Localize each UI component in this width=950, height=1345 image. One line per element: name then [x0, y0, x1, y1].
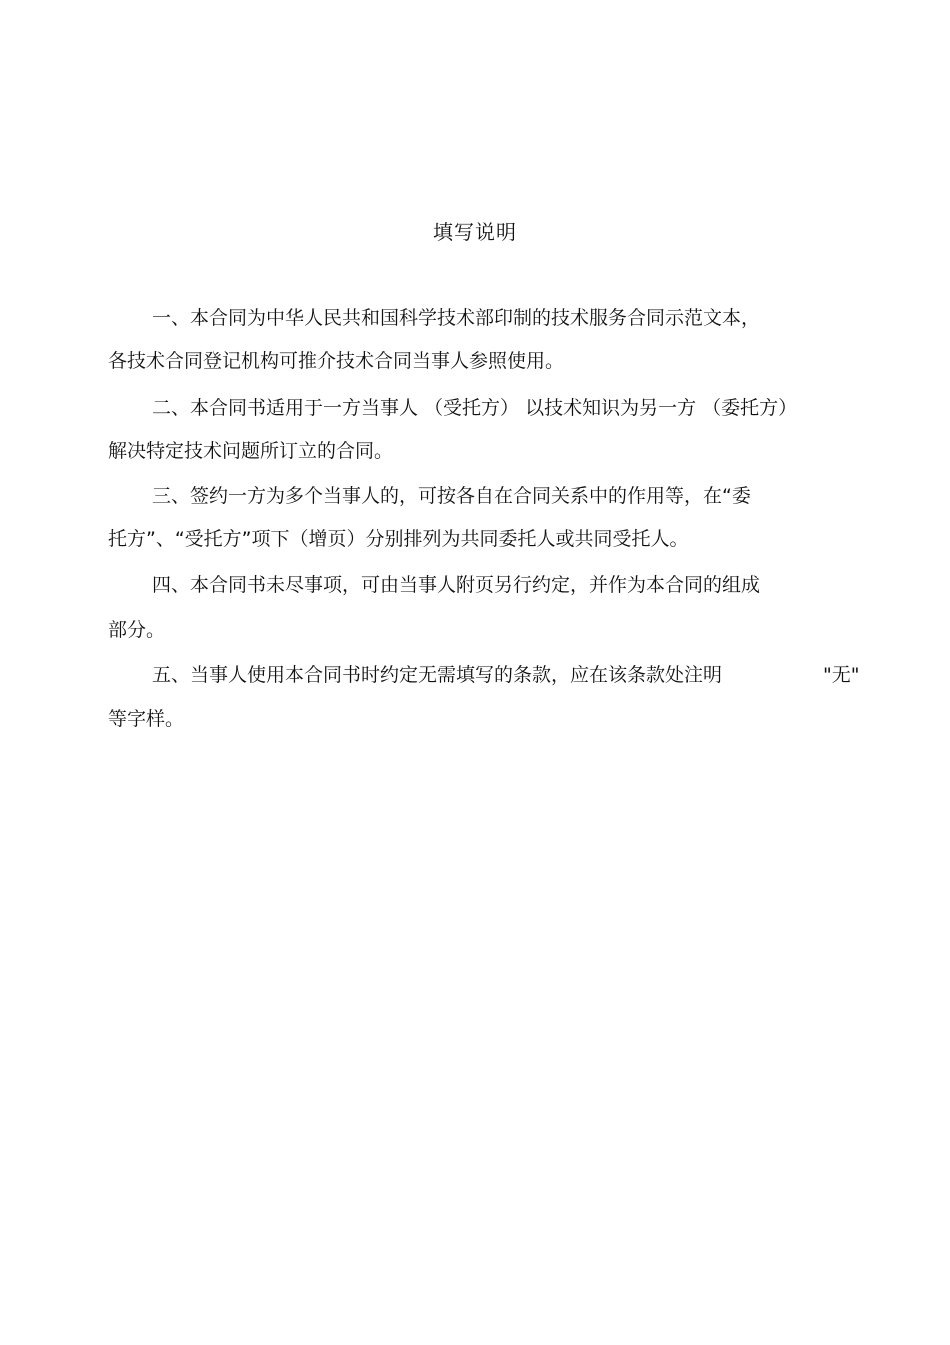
item-3-line-2: 托方”、“受托方”项下（增页）分别排列为共同委托人或共同受托人。 [108, 528, 689, 550]
item-5-mark: "无" [823, 664, 860, 686]
item-4-line-1: 四、本合同书未尽事项，可由当事人附页另行约定，并作为本合同的组成 [152, 574, 761, 596]
item-3-line-1: 三、签约一方为多个当事人的，可按各自在合同关系中的作用等，在“委 [152, 485, 751, 507]
item-1-line-2: 各技术合同登记机构可推介技术合同当事人参照使用。 [108, 350, 565, 372]
item-5-line-1: 五、当事人使用本合同书时约定无需填写的条款，应在该条款处注明 [152, 664, 723, 686]
item-5-line-2: 等字样。 [108, 708, 185, 730]
item-2-line-2: 解决特定技术问题所订立的合同。 [108, 440, 394, 462]
page-title: 填写说明 [433, 220, 517, 244]
item-2-line-1: 二、本合同书适用于一方当事人 （受托方） 以技术知识为另一方 （委托方） [152, 397, 798, 419]
item-1-line-1: 一、本合同为中华人民共和国科学技术部印制的技术服务合同示范文本， [152, 307, 761, 329]
item-4-line-2: 部分。 [108, 619, 166, 641]
